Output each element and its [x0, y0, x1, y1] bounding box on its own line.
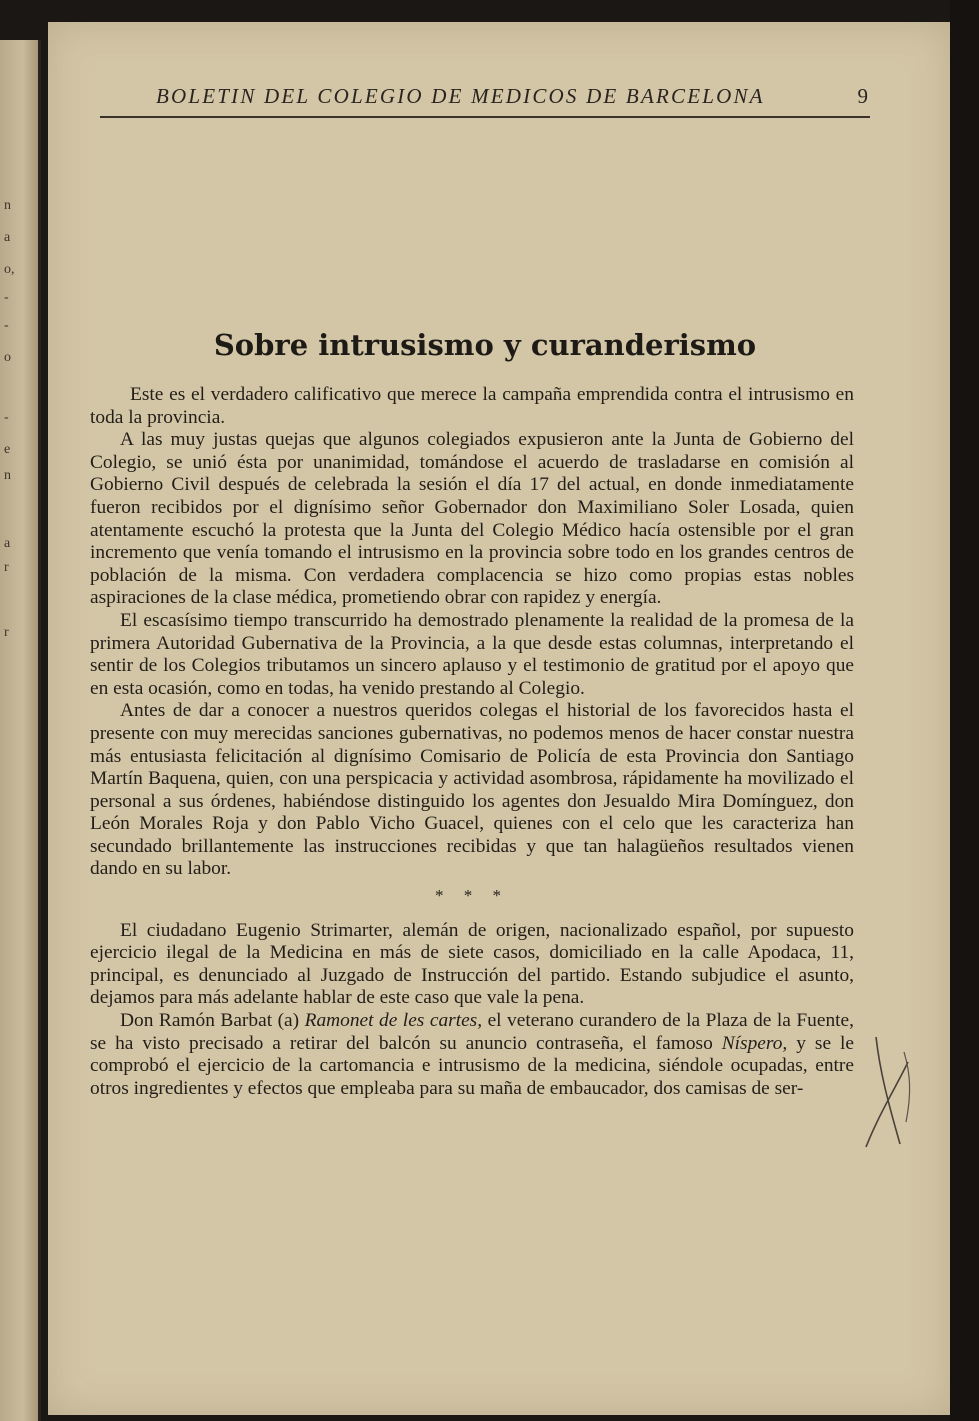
text-run: el veterano curandero de la Plaza de la Fuente, se ha visto precisado a retirar del balcón su anuncio contraseña, el famoso: [90, 1010, 854, 1054]
text-run: Don Ramón Barbat (a): [120, 1010, 305, 1032]
prev-page-fragment: n: [4, 468, 11, 483]
prev-page-fragment: r: [4, 560, 9, 575]
prev-page-fragment: -: [4, 290, 9, 305]
paragraph: El escasísimo tiempo transcurrido ha demostrado plenamente la realidad de la promesa de la primera Autoridad Gubernativa de la Provincia, a la que desde estas columnas, interpretando el sentir de los Colegios tributamos un sincero aplauso y el testimonio de gratitud por el apoyo que en esta ocasión, como en todas, ha venido prestando al Colegio.: [90, 609, 854, 699]
running-title: BOLETIN DEL COLEGIO DE MEDICOS DE BARCELONA: [156, 84, 765, 108]
prev-page-fragment: -: [4, 410, 9, 425]
paragraph: Antes de dar a conocer a nuestros queridos colegas el historial de los favorecidos hasta el presente con muy merecidas sanciones gubernativas, no podemos menos de hacer constar nuestra más entusiasta felicitación al dignísimo Comisario de Policía de esta Provincia don Santiago Martín Baquena, quien, con una perspicacia y actividad asombrosa, rápidamente ha movilizado el personal a sus órdenes, habiéndose distinguido los agentes don Jesualdo Mira Domínguez, don León Morales Roja y don Pablo Vicho Guacel, quienes con el celo que les caracteriza han secundado brillantemente las instrucciones recibidas y que tan halagüeños resultados vienen dando en su labor.: [90, 700, 854, 880]
article-title: Sobre intrusismo y curanderismo: [213, 328, 757, 362]
prev-page-fragment: o: [4, 350, 11, 365]
prev-page-fragment: e: [4, 442, 11, 457]
scan-edge: [950, 0, 979, 1421]
text-run: y se le comprobó el ejercicio de la cartomancia e intrusismo de la medicina, siéndole ocupadas, entre otros ingredientes y efectos que empleaba para su maña de embaucador, dos camisas de ser-: [90, 1032, 854, 1099]
prev-page-fragment: n: [4, 198, 11, 213]
page-sheet: [48, 22, 950, 1415]
section-separator: * * *: [435, 886, 509, 906]
prev-page-fragment: a: [4, 536, 11, 551]
page-number: 9: [857, 84, 868, 108]
paragraph: El ciudadano Eugenio Strimarter, alemán de origen, nacionalizado español, por supuesto ejercicio ilegal de la Medicina en más de siete casos, domiciliado en la calle Apodaca, 11, principal, es denunciado al Juzgado de Instrucción del partido. Estando subjudice el asunto, dejamos para más adelante hablar de este caso que vale la pena.: [90, 919, 854, 1009]
italic-sign-name: Níspero,: [721, 1032, 788, 1054]
prev-page-fragment: a: [4, 230, 11, 245]
previous-page-edge: [0, 40, 41, 1421]
paragraph: Este es el verdadero calificativo que merece la campaña emprendida contra el intrusismo en toda la provincia.: [90, 384, 854, 428]
italic-nickname: Ramonet de les cartes,: [304, 1010, 483, 1032]
prev-page-fragment: -: [4, 318, 9, 333]
page-header: [100, 82, 870, 118]
prev-page-fragment: r: [4, 625, 9, 640]
prev-page-fragment: o,: [4, 262, 15, 277]
pencil-x-mark: [858, 1032, 918, 1152]
paragraph-last: [90, 1010, 854, 1100]
paragraph: A las muy justas quejas que algunos colegiados expusieron ante la Junta de Gobierno del Colegio, se unió ésta por unanimidad, tomándose el acuerdo de trasladarse en comisión al Gobierno Civil después de celebrada la sesión el día 17 del actual, en donde inmediatamente fueron recibidos por el dignísimo señor Gobernador don Maximiliano Soler Losada, quien atentamente escuchó la protesta que la Junta del Colegio Médico hacía ostensible por el gran incremento que venía tomando el intrusismo en la provincia sobre todo en los grandes centros de población de la misma. Con verdadera complacencia se hizo como propias estas nobles aspiraciones de la clase médica, prometiendo obrar con rapidez y energía.: [90, 429, 854, 609]
article-body: [90, 384, 854, 1100]
